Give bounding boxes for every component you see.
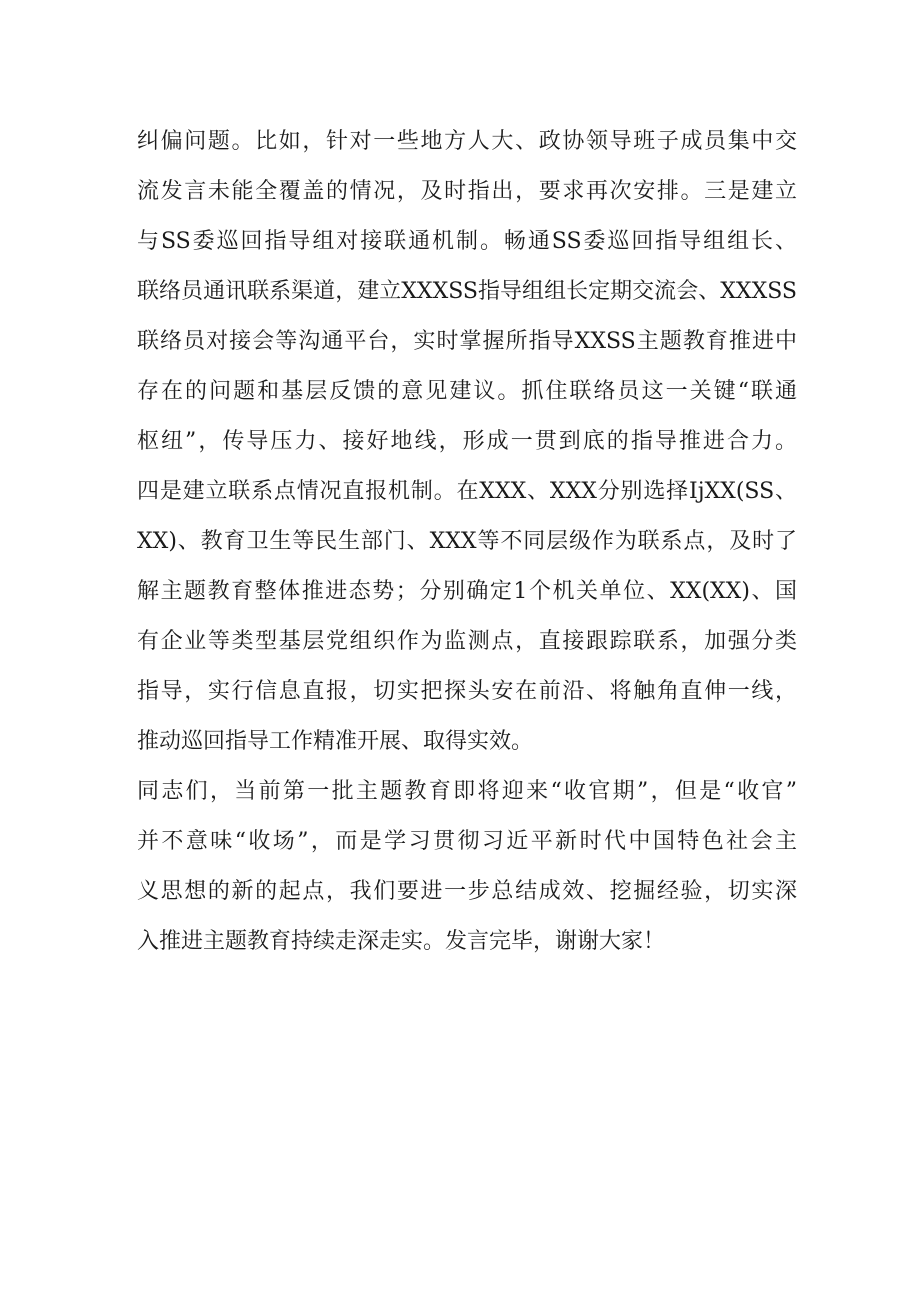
text-line: 义思想的新的起点，我们要进一步总结成效、挖掘经验，切实深	[137, 879, 797, 904]
text-line: 枢纽”，传导压力、接好地线，形成一贯到底的指导推进合力。	[137, 429, 797, 454]
text-line: XX)、教育卫生等民生部门、XXX等不同层级作为联系点，及时了	[137, 529, 797, 554]
text-line: 联络员对接会等沟通平台，实时掌握所指导XXSS主题教育推进中	[137, 329, 797, 354]
text-line: 与SS委巡回指导组对接联通机制。畅通SS委巡回指导组组长、	[137, 229, 797, 254]
text-line: 联络员通讯联系渠道，建立XXXSS指导组组长定期交流会、XXXSS	[137, 279, 797, 304]
text-line: 四是建立联系点情况直报机制。在XXX、XXX分别选择IjXX(SS、	[137, 479, 797, 504]
text-line: 入推进主题教育持续走深走实。发言完毕，谢谢大家！	[137, 929, 666, 954]
text-line: 纠偏问题。比如，针对一些地方人大、政协领导班子成员集中交	[137, 129, 797, 154]
text-line: 存在的问题和基层反馈的意见建议。抓住联络员这一关键“联通	[137, 379, 797, 404]
text-line: 解主题教育整体推进态势；分别确定1个机关单位、XX(XX)、国	[137, 579, 797, 604]
body-text	[137, 120, 797, 970]
text-line: 推动巡回指导工作精准开展、取得实效。	[137, 729, 534, 754]
text-line: 同志们，当前第一批主题教育即将迎来“收官期”，但是“收官”	[137, 779, 797, 804]
text-line: 并不意味“收场”，而是学习贯彻习近平新时代中国特色社会主	[137, 829, 797, 854]
text-line: 有企业等类型基层党组织作为监测点，直接跟踪联系，加强分类	[137, 629, 797, 654]
text-line: 指导，实行信息直报，切实把探头安在前沿、将触角直伸一线，	[137, 679, 797, 704]
text-line: 流发言未能全覆盖的情况，及时指出，要求再次安排。三是建立	[137, 179, 797, 204]
